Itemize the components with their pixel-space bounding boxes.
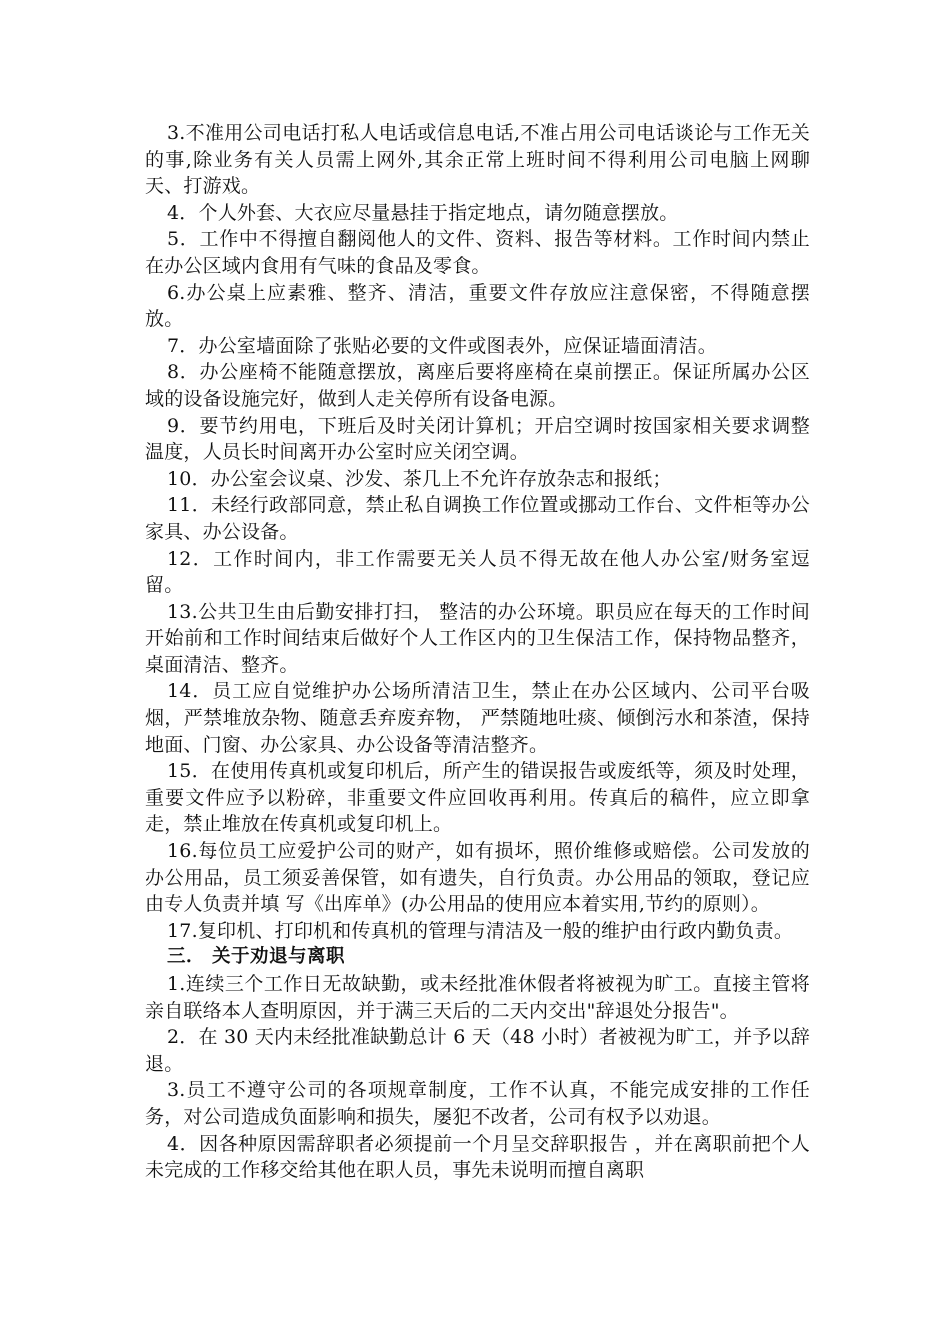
rule-14: 14．员工应自觉维护办公场所清洁卫生，禁止在办公区域内、公司平台吸烟，严禁堆放杂物、随意丢弃废弃物， 严禁随地吐痰、倾倒污水和茶渣，保持地面、门窗、办公家具、办公设备等清洁整齐。: [145, 680, 810, 756]
rule-4: 4．个人外套、大衣应尽量悬挂于指定地点，请勿随意摆放。: [167, 201, 679, 224]
rule-11: 11．未经行政部同意，禁止私自调换工作位置或挪动工作台、文件柜等办公家具、办公设备。: [145, 494, 810, 543]
rule-13: 13.公共卫生由后勤安排打扫， 整洁的办公环境。职员应在每天的工作时间开始前和工作时间结束后做好个人工作区内的卫生保洁工作，保持物品整齐，桌面清洁、整齐。: [145, 600, 810, 676]
rule-12: 12．工作时间内，非工作需要无关人员不得无故在他人办公室/财务室逗留。: [145, 547, 810, 597]
rule-15: 15．在使用传真机或复印机后，所产生的错误报告或废纸等，须及时处理，重要文件应予以粉碎，非重要文件应回收再利用。传真后的稿件，应立即拿走，禁止堆放在传真机或复印机上。: [145, 760, 810, 836]
rule-8: 8．办公座椅不能随意摆放，离座后要将座椅在桌前摆正。保证所属办公区域的设备设施完好，做到人走关停所有设备电源。: [145, 361, 810, 410]
section-heading: 三． 关于劝退与离职: [167, 946, 345, 968]
rule-10: 10．办公室会议桌、沙发、茶几上不允许存放杂志和报纸；: [167, 467, 672, 490]
rule-6: 6.办公桌上应素雅、整齐、清洁，重要文件存放应注意保密，不得随意摆放。: [145, 281, 810, 331]
rule-16: 16.每位员工应爱护公司的财产，如有损坏，照价维修或赔偿。公司发放的办公用品，员工须妥善保管，如有遗失，自行负责。办公用品的领取，登记应由专人负责并填 写《出库单》(办公用品的使用应本着实用,节约的原则）。: [145, 840, 810, 916]
dismissal-rule-4: 4．因各种原因需辞职者必须提前一个月呈交辞职报告 ，并在离职前把个人未完成的工作移交给其他在职人员，事先未说明而擅自离职: [145, 1132, 810, 1182]
rule-7: 7．办公室墙面除了张贴必要的文件或图表外，应保证墙面清洁。: [167, 334, 717, 357]
document-page: [145, 120, 810, 1184]
rule-17: 17.复印机、打印机和传真机的管理与清洁及一般的维护由行政内勤负责。: [167, 919, 794, 942]
dismissal-rule-1: 1.连续三个工作日无故缺勤，或未经批准休假者将被视为旷工。直接主管将亲自联络本人查明原因，并于满三天后的二天内交出"辞退处分报告"。: [145, 973, 810, 1022]
rule-5: 5．工作中不得擅自翻阅他人的文件、资料、报告等材料。工作时间内禁止在办公区域内食用有气味的食品及零食。: [145, 228, 810, 277]
rule-3: 3.不准用公司电话打私人电话或信息电话,不准占用公司电话谈论与工作无关的事,除业务有关人员需上网外,其余正常上班时间不得利用公司电脑上网聊天、打游戏。: [145, 122, 810, 198]
rule-9: 9．要节约用电，下班后及时关闭计算机；开启空调时按国家相关要求调整温度，人员长时间离开办公室时应关闭空调。: [145, 414, 810, 464]
dismissal-rule-2: 2．在 30 天内未经批准缺勤总计 6 天（48 小时）者被视为旷工，并予以辞退。: [145, 1026, 810, 1075]
dismissal-rule-3: 3.员工不遵守公司的各项规章制度，工作不认真，不能完成安排的工作任务，对公司造成负面影响和损失，屡犯不改者，公司有权予以劝退。: [145, 1079, 810, 1128]
